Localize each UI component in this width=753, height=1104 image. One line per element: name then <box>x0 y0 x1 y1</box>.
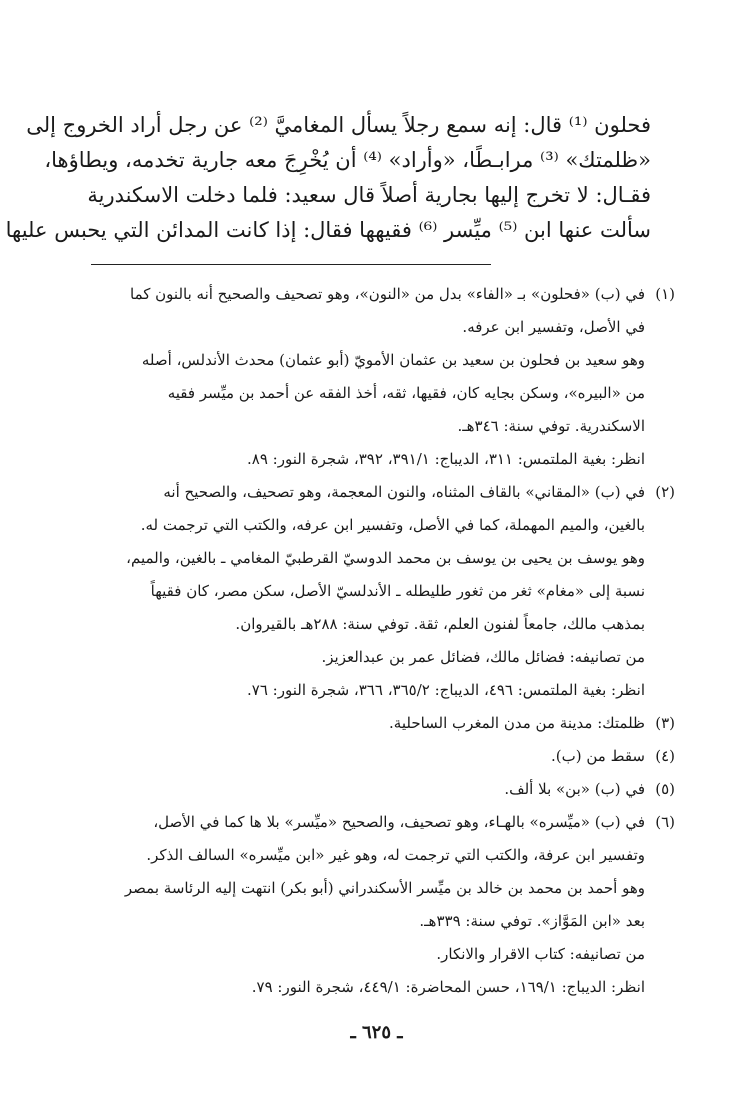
footnote-line: من تصانيفه: فضائل مالك، فضائل عمر بن عبدالعزيز. <box>321 648 645 666</box>
footnote-body <box>75 773 645 806</box>
footnote-line: في (ب) «المقاني» بالقاف المثناه، والنون المعجمة، وهو تصحيف، والصحيح أنه <box>163 483 645 501</box>
footnote-6 <box>75 806 675 1004</box>
footnote-separator <box>91 264 491 265</box>
footnote-line: انظر: بغية الملتمس: ٤٩٦، الديباج: ٣٦٥/٢، ٣٦٦، شجرة النور: ٧٦. <box>247 681 645 699</box>
footnote-line: في الأصل، وتفسير ابن عرفه. <box>462 318 645 336</box>
footnote-line: وهو سعيد بن فحلون بن سعيد بن عثمان الأمويّ (أبو عثمان) محدث الأندلس، أصله <box>141 351 645 369</box>
footnote-line: وهو يوسف بن يحيى بن يوسف بن محمد الدوسيّ القرطبيّ المغامي ـ بالغين، والميم، <box>126 549 645 567</box>
main-text-line: سألت عنها ابن ⁽⁵⁾ ميِّسر ⁽⁶⁾ فقيهها فقال: إذا كانت المدائن التي يحبس عليها <box>5 218 651 242</box>
footnote-line: بمذهب مالك، جامعاً لفنون العلم، ثقة. توفي سنة: ٢٨٨هـ بالقيروان. <box>235 615 645 633</box>
footnote-3 <box>75 707 675 740</box>
footnote-line: انظر: بغية الملتمس: ٣١١، الديباج: ٣٩١/١، ٣٩٢، شجرة النور: ٨٩. <box>247 450 645 468</box>
footnote-line: بعد «ابن المَوَّاز». توفي سنة: ٣٣٩هـ. <box>419 912 645 930</box>
footnote-line: في (ب) «بن» بلا ألف. <box>504 780 645 798</box>
footnote-number: (٥) <box>655 780 675 798</box>
footnote-body <box>75 740 645 773</box>
footnote-line: من «البيره»، وسكن بجايه كان، فقيها، ثقه، أخذ الفقه عن أحمد بن ميِّسر فقيه <box>167 384 645 402</box>
footnote-1 <box>75 278 675 476</box>
main-text-line: فحلون ⁽¹⁾ قال: إنه سمع رجلاً يسأل المغاميَّ ⁽²⁾ عن رجل أراد الخروج إلى <box>26 113 651 137</box>
footnote-line: ظلمتك: مدينة من مدن المغرب الساحلية. <box>389 714 645 732</box>
footnote-line: وهو أحمد بن محمد بن خالد بن ميِّسر الأسكندراني (أبو بكر) انتهت إليه الرئاسة بمصر <box>124 879 645 897</box>
page-number: ـ ٦٢٥ ـ <box>350 1022 403 1043</box>
footnote-number: (٦) <box>655 813 675 831</box>
footnote-5 <box>75 773 675 806</box>
footnotes <box>75 278 675 1004</box>
footnote-line: وتفسير ابن عرفة، والكتب التي ترجمت له، وهو غير «ابن ميِّسره» السالف الذكر. <box>146 846 645 864</box>
footnote-body <box>75 476 645 707</box>
main-text <box>5 108 651 248</box>
footnote-2 <box>75 476 675 707</box>
footnote-line: في (ب) «ميِّسره» بالهـاء، وهو تصحيف، والصحيح «ميِّسر» بلا ها كما في الأصل، <box>153 813 645 831</box>
footnote-line: بالغين، والميم المهملة، كما في الأصل، وتفسير ابن عرفه، والكتب التي ترجمت له. <box>140 516 645 534</box>
main-text-line: فقـال: لا تخرج إليها بجارية أصلاً قال سعيد: فلما دخلت الاسكندرية <box>87 183 651 207</box>
main-text-line: «ظلمتك» ⁽³⁾ مرابـطًا، «وأراد» ⁽⁴⁾ أن يُخْرِجَ معه جارية تخدمه، ويطاؤها، <box>44 148 651 172</box>
footnote-number: (٤) <box>655 747 675 765</box>
footnote-line: انظر: الديباج: ١٦٩/١، حسن المحاضرة: ٤٤٩/١، شجرة النور: ٧٩. <box>251 978 645 996</box>
footnote-body <box>75 707 645 740</box>
footnote-line: الاسكندرية. توفي سنة: ٣٤٦هـ. <box>457 417 645 435</box>
footnote-number: (١) <box>655 285 675 303</box>
footnote-number: (٢) <box>655 483 675 501</box>
footnote-line: سقط من (ب). <box>551 747 645 765</box>
footnote-body <box>75 806 645 1004</box>
footnote-line: في (ب) «فحلون» بـ «الفاء» بدل من «النون»، وهو تصحيف والصحيح أنه بالنون كما <box>130 285 645 303</box>
footnote-line: من تصانيفه: كتاب الاقرار والانكار. <box>436 945 645 963</box>
footnote-line: نسبة إلى «مغام» ثغر من ثغور طليطله ـ الأندلسيّ الأصل، سكن مصر، كان فقيهاً <box>150 582 645 600</box>
footnote-body <box>75 278 645 476</box>
footnote-4 <box>75 740 675 773</box>
footnote-number: (٣) <box>655 714 675 732</box>
